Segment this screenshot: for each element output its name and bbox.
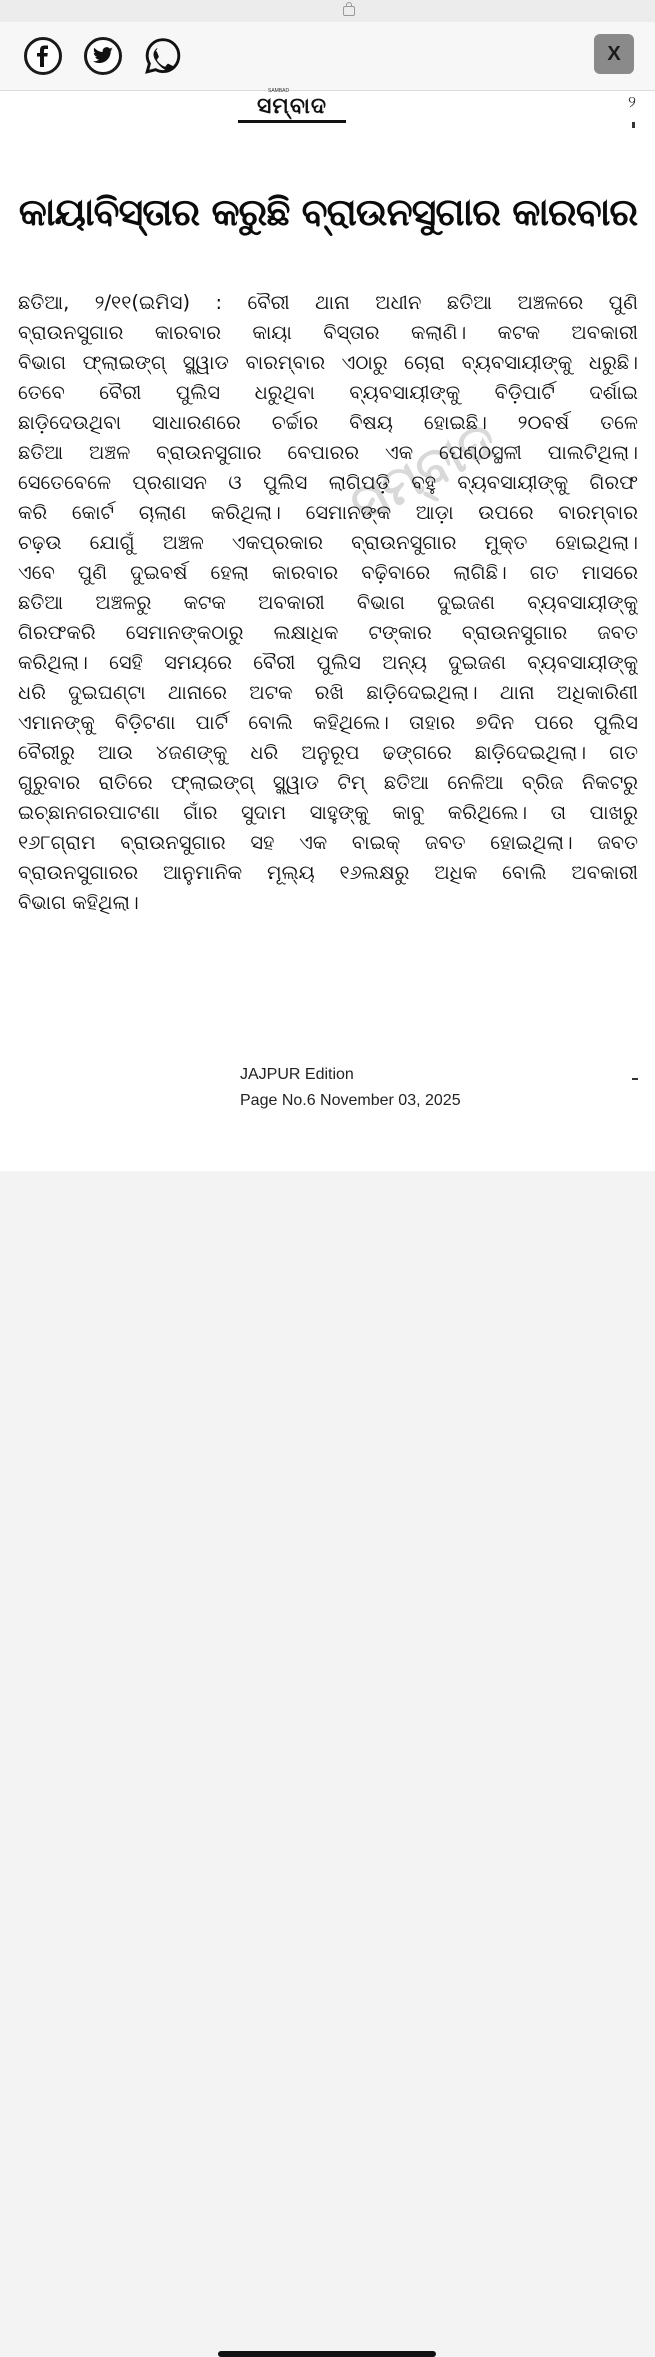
- article-line: କରି କୋର୍ଟ ଚାଲାଣ କରିଥିଲା। ସେମାନଙ୍କ ଆଡ଼ା ଉପରେ ବାରମ୍ବାର: [18, 501, 638, 524]
- twitter-share-button[interactable]: [84, 37, 122, 75]
- article-line: ବ୍ରାଉନସୁଗାରର ଆନୁମାନିକ ମୂଲ୍ୟ ୧୬ଲକ୍ଷରୁ ଅଧିକ ବୋଲି ଅବକାରୀ: [18, 861, 638, 884]
- facebook-icon: [33, 45, 53, 67]
- close-button[interactable]: [594, 34, 634, 74]
- article-line: ଗୁରୁବାର ରାତିରେ ଫ୍ଲାଇଙ୍ଗ୍ ସ୍କ୍ୱାଡ ଟିମ୍ ଛତିଆ ନେଳିଆ ବ୍ରିଜ ନିକଟରୁ: [18, 771, 638, 794]
- whatsapp-share-button[interactable]: [144, 37, 182, 75]
- close-icon: X: [607, 42, 621, 65]
- bottom-bar: [0, 1171, 655, 1200]
- top-strip: [0, 0, 655, 22]
- page-marker-tick: [632, 122, 635, 128]
- article-line: ଏବେ ପୁଣି ଦୁଇବର୍ଷ ହେଲା କାରବାର ବଢ଼ିବାରେ ଲାଗିଛି। ଗତ ମାସରେ: [18, 561, 638, 584]
- footer-dash: [632, 1078, 638, 1080]
- whatsapp-icon: [144, 35, 182, 77]
- article-line: ଏମାନଙ୍କୁ ବିଡ଼ିଟଣା ପାର୍ଟି ବୋଲି କହିଥିଲେ। ତାହାର ୭ଦିନ ପରେ ପୁଲିସ: [18, 711, 638, 734]
- article-line: ତେବେ ବୈରୀ ପୁଲିସ ଧରୁଥିବା ବ୍ୟବସାୟୀଙ୍କୁ ବିଡ଼ିପାର୍ଟି ଦର୍ଶାଇ: [18, 381, 638, 404]
- home-indicator[interactable]: [218, 2351, 436, 2357]
- page-marker: ୨: [628, 92, 636, 111]
- edition-label: JAJPUR Edition: [240, 1066, 354, 1083]
- facebook-share-button[interactable]: [24, 37, 62, 75]
- article-line: ବିଭାଗ କହିଥିଲା।: [18, 891, 139, 914]
- twitter-icon: [92, 47, 114, 65]
- article-line: ବ୍ରାଉନସୁଗାର କାରବାର କାୟା ବିସ୍ତାର କଲାଣି। କଟକ ଅବକାରୀ: [18, 321, 638, 344]
- article-line: କରିଥିଲା। ସେହି ସମୟରେ ବୈରୀ ପୁଲିସ ଅନ୍ୟ ଦୁଇଜଣ ବ୍ୟବସାୟୀଙ୍କୁ: [18, 651, 638, 674]
- page-date-label: Page No.6 November 03, 2025: [240, 1092, 461, 1109]
- newspaper-masthead: ସମ୍ବାଦ: [238, 92, 346, 123]
- share-toolbar: [0, 22, 655, 91]
- article-line: ସେତେବେଳେ ପ୍ରଶାସନ ଓ ପୁଲିସ ଲାଗିପଡ଼ି ବହୁ ବ୍ୟବସାୟୀଙ୍କୁ ଗିରଫ: [18, 471, 638, 494]
- article-line: ବିଭାଗ ଫ୍ଲାଇଙ୍ଗ୍ ସ୍କ୍ୱାଡ ବାରମ୍ବାର ଏଠାରୁ ଚୋରା ବ୍ୟବସାୟୀଙ୍କୁ ଧରୁଛି।: [18, 351, 638, 374]
- article-line: ୧୬୮ଗ୍ରାମ ବ୍ରାଉନସୁଗାର ସହ ଏକ ବାଇକ୍ ଜବତ ହୋଇଥିଲା। ଜବତ: [18, 831, 638, 854]
- article-line: ବୈରୀରୁ ଆଉ ୪ଜଣଙ୍କୁ ଧରି ଅନୁରୂପ ଢଙ୍ଗରେ ଛାଡ଼ିଦେଇଥିଲା। ଗତ: [18, 741, 638, 764]
- lock-icon: [343, 6, 355, 16]
- article-line: ଛତିଆ, ୨/୧୧(ଇମିସ) : ବୈରୀ ଥାନା ଅଧୀନ ଛତିଆ ଅଞ୍ଚଳରେ ପୁଣି: [18, 291, 638, 314]
- article-line: ଗିରଫକରି ସେମାନଙ୍କଠାରୁ ଲକ୍ଷାଧିକ ଟଙ୍କାର ବ୍ରାଉନସୁଗାର ଜବତ: [18, 621, 638, 644]
- masthead-watermark: ସମ୍ବାଦ: [340, 408, 507, 536]
- article-line: ଇଚ୍ଛାନଗରପାଟଣା ଗାଁର ସୁଦାମ ସାହୁଙ୍କୁ କାବୁ କରିଥିଲେ। ତା ପାଖରୁ: [18, 801, 638, 824]
- article-line: ଧରି ଦୁଇଘଣ୍ଟା ଥାନାରେ ଅଟକ ରଖି ଛାଡ଼ିଦେଇଥିଲା। ଥାନା ଅଧିକାରିଣୀ: [18, 681, 638, 704]
- article-line: ଛତିଆ ଅଞ୍ଚଳ ବ୍ରାଉନସୁଗାର ବେପାରର ଏକ ପେଣ୍ଠସ୍ଥଳୀ ପାଲଟିଥିଲା।: [18, 441, 638, 464]
- article-headline: କାୟାବିସ୍ତାର କରୁଛି ବ୍ରାଉନସୁଗାର କାରବାର: [18, 190, 638, 234]
- article-line: ଛାଡ଼ିଦେଉଥିବା ସାଧାରଣରେ ଚର୍ଚ୍ଚାର ବିଷୟ ହୋଇଛି। ୨୦ବର୍ଷ ତଳେ: [18, 411, 638, 434]
- article-body: [18, 288, 638, 918]
- article-line: ଚଢ଼ଉ ଯୋଗୁଁ ଅଞ୍ଚଳ ଏକପ୍ରକାର ବ୍ରାଉନସୁଗାର ମୁକ୍ତ ହୋଇଥିଲା।: [18, 531, 638, 554]
- masthead-subtitle: SAMBAD: [268, 88, 290, 94]
- article-line: ଛତିଆ ଅଞ୍ଚଳରୁ କଟକ ଅବକାରୀ ବିଭାଗ ଦୁଇଜଣ ବ୍ୟବସାୟୀଙ୍କୁ: [18, 591, 638, 614]
